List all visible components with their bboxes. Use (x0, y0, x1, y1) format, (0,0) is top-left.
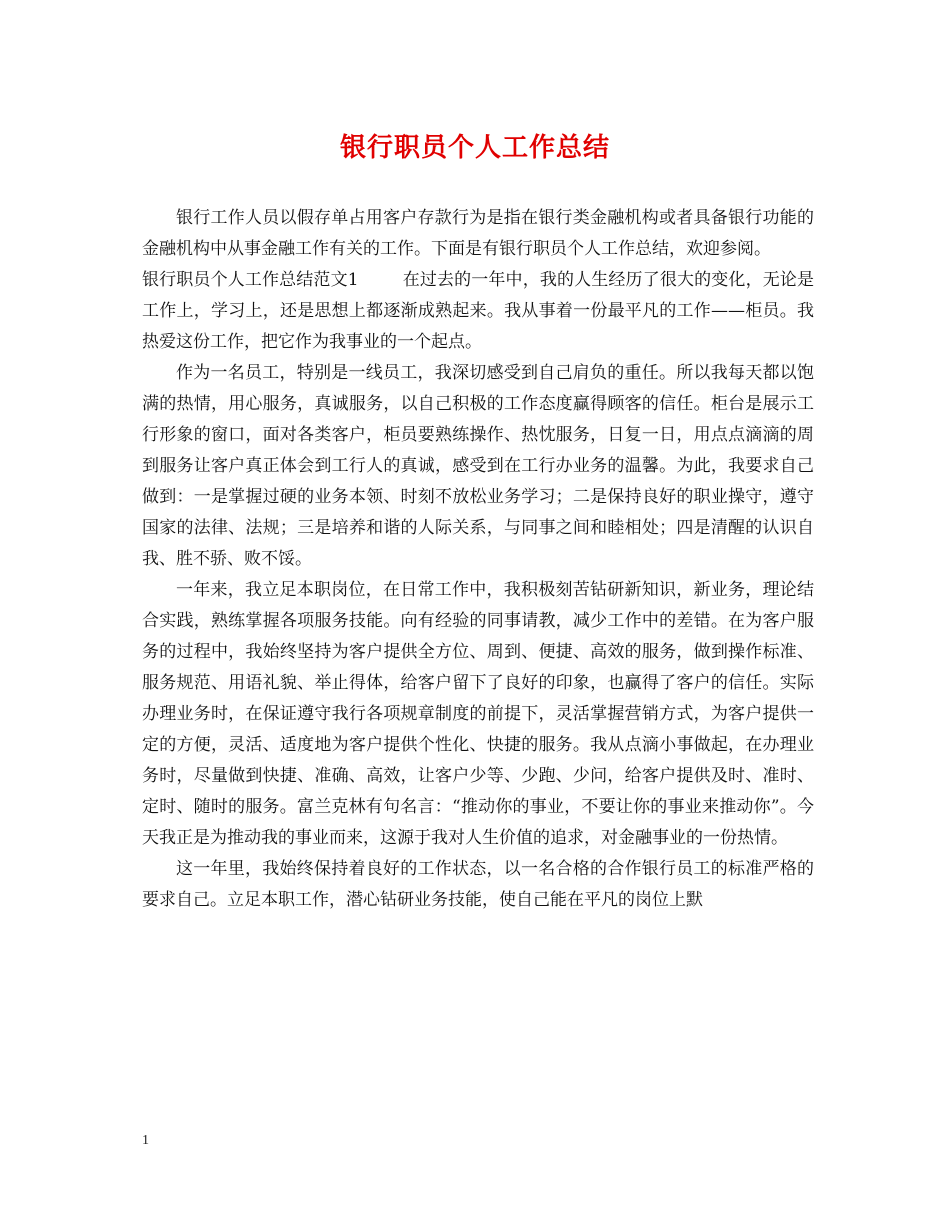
body-paragraph-3: 这一年里，我始终保持着良好的工作状态，以一名合格的合作银行员工的标准严格的要求自己。立足本职工作，潜心钻研业务技能，使自己能在平凡的岗位上默 (142, 859, 814, 910)
document-body (142, 203, 814, 916)
section-first-text: 在过去的一年中，我的人生经历了很大的变化，无论是工作上，学习上，还是思想上都逐渐成熟起来。我从事着一份最平凡的工作——柜员。我热爱这份工作，把它作为我事业的一个起点。 (142, 270, 814, 352)
page-number: 1 (142, 1133, 149, 1148)
body-paragraph-1: 作为一名员工，特别是一线员工，我深切感受到自己肩负的重任。所以我每天都以饱满的热情，用心服务，真诚服务，以自己积极的工作态度赢得顾客的信任。柜台是展示工行形象的窗口，面对各类客户，柜员要熟练操作、热忱服务，日复一日，用点点滴滴的周到服务让客户真正体会到工行人的真诚，感受到在工行办业务的温馨。为此，我要求自己做到：一是掌握过硬的业务本领、时刻不放松业务学习；二是保持良好的职业操守，遵守国家的法律、法规；三是培养和谐的人际关系，与同事之间和睦相处；四是清醒的认识自我、胜不骄、败不馁。 (142, 363, 814, 569)
document-title: 银行职员个人工作总结 (339, 133, 610, 163)
body-paragraph-2: 一年来，我立足本职岗位，在日常工作中，我积极刻苦钻研新知识，新业务，理论结合实践，熟练掌握各项服务技能。向有经验的同事请教，减少工作中的差错。在为客户服务的过程中，我始终坚持为客户提供全方位、周到、便捷、高效的服务，做到操作标准、服务规范、用语礼貌、举止得体，给客户留下了良好的印象，也赢得了客户的信任。实际办理业务时，在保证遵守我行各项规章制度的前提下，灵活掌握营销方式，为客户提供一定的方便，灵活、适度地为客户提供个性化、快捷的服务。我从点滴小事做起，在办理业务时，尽量做到快捷、准确、高效，让客户少等、少跑、少问，给客户提供及时、准时、定时、随时的服务。富兰克林有句名言：“推动你的事业，不要让你的事业来推动你”。今天我正是为推动我的事业而来，这源于我对人生价值的追求，对金融事业的一份热情。 (142, 580, 814, 848)
section-paragraph (142, 265, 814, 358)
intro-paragraph: 银行工作人员以假存单占用客户存款行为是指在银行类金融机构或者具备银行功能的金融机构中从事金融工作有关的工作。下面是有银行职员个人工作总结，欢迎参阅。 (142, 208, 814, 259)
section-heading: 银行职员个人工作总结范文1 (142, 270, 359, 290)
